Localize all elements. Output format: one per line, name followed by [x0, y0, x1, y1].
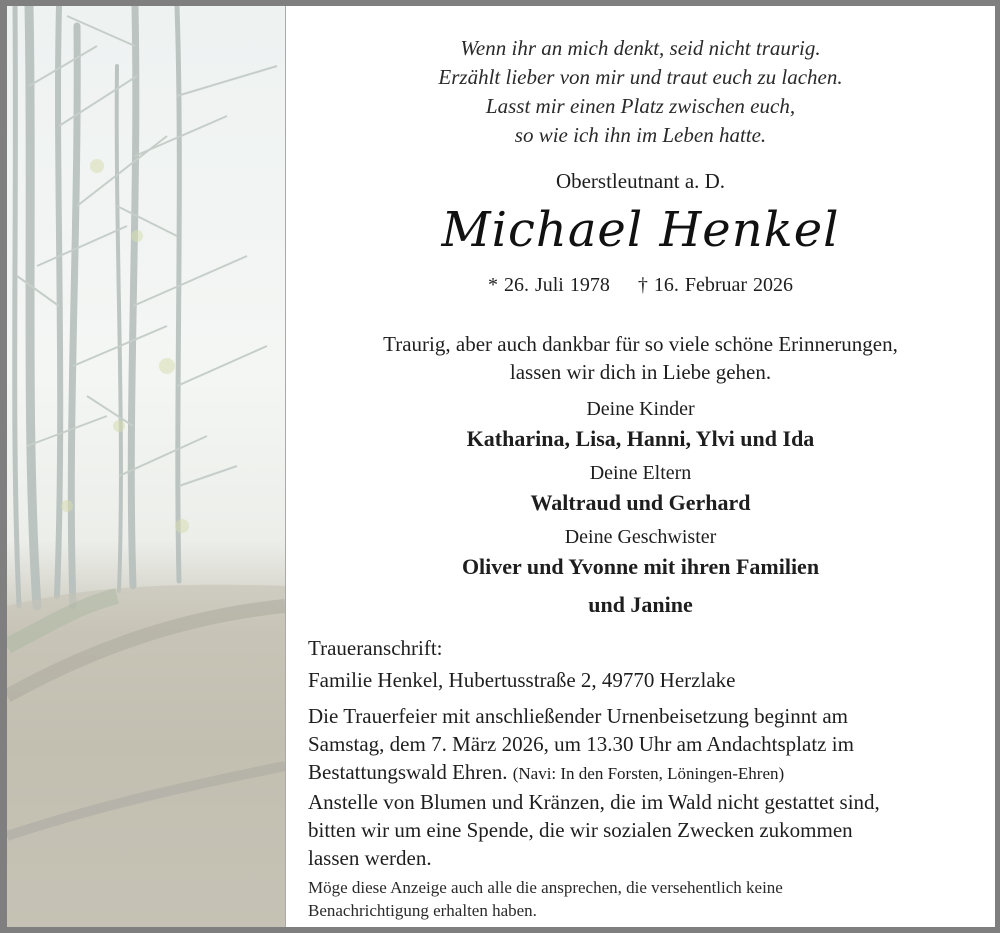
forest-path-photo — [7, 6, 286, 927]
mourning-line: lassen wir dich in Liebe gehen. — [509, 360, 772, 384]
memorial-poem — [286, 34, 995, 150]
parents-group — [286, 460, 995, 520]
address-value: Familie Henkel, Hubertusstraße 2, 49770 Herzlake — [308, 668, 736, 692]
mourning-line: Traurig, aber auch dankbar für so viele schöne Erinnerungen, — [383, 332, 898, 356]
ceremony-info — [308, 702, 978, 788]
forest-trees-icon — [7, 6, 285, 927]
note-line: Möge diese Anzeige auch alle die ansprechen, die versehentlich keine — [308, 878, 783, 897]
ceremony-line: Die Trauerfeier mit anschließender Urnenbeisetzung beginnt am — [308, 704, 848, 728]
poem-line: Wenn ihr an mich denkt, seid nicht traurig. — [460, 36, 821, 60]
obituary-notice — [7, 6, 995, 927]
mourning-address — [308, 632, 735, 696]
poem-line: so wie ich ihn im Leben hatte. — [514, 123, 767, 147]
donation-line: bitten wir um eine Spende, die wir sozialen Zwecken zukommen — [308, 818, 853, 842]
donation-line: Anstelle von Blumen und Kränzen, die im Wald nicht gestattet sind, — [308, 790, 880, 814]
poem-line: Lasst mir einen Platz zwischen euch, — [485, 94, 796, 118]
death-date: † 16. Februar 2026 — [637, 274, 794, 296]
siblings-names: Oliver und Yvonne mit ihren Familien — [461, 554, 820, 579]
poem-line: Erzählt lieber von mir und traut euch zu lachen. — [438, 65, 843, 89]
ceremony-line: Samstag, dem 7. März 2026, um 13.30 Uhr am Andachtsplatz im — [308, 732, 854, 756]
children-label: Deine Kinder — [586, 398, 695, 420]
birth-date: * 26. Juli 1978 — [487, 274, 610, 296]
deceased-name: Michael Henkel — [441, 202, 840, 258]
donation-line: lassen werden. — [308, 846, 432, 870]
children-names: Katharina, Lisa, Hanni, Ylvi und Ida — [466, 426, 815, 451]
notification-note — [308, 876, 988, 922]
military-rank: Oberstleutnant a. D. — [555, 169, 726, 193]
life-dates — [286, 274, 995, 297]
siblings-names-cont: und Janine — [588, 592, 693, 617]
notice-text-area — [286, 6, 995, 927]
donation-request — [308, 788, 988, 872]
parents-names: Waltraud und Gerhard — [530, 490, 751, 515]
navigation-hint: (Navi: In den Forsten, Löningen-Ehren) — [512, 764, 785, 783]
children-group — [286, 396, 995, 456]
parents-label: Deine Eltern — [589, 462, 692, 484]
note-line: Benachrichtigung erhalten haben. — [308, 901, 537, 920]
address-label: Traueranschrift: — [308, 636, 443, 660]
siblings-group — [286, 524, 995, 622]
bereaved-family — [286, 396, 995, 626]
mourning-text — [286, 330, 995, 386]
ceremony-location: Bestattungswald Ehren. — [308, 760, 508, 784]
ceremony-line — [308, 758, 978, 788]
siblings-label: Deine Geschwister — [564, 526, 717, 548]
